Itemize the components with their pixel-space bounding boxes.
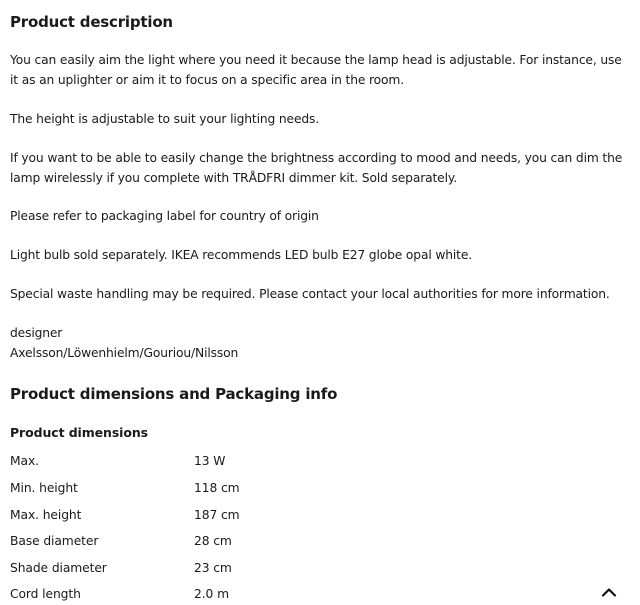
dimension-row <box>10 451 410 471</box>
dimensions-heading: Product dimensions and Packaging info <box>10 385 338 403</box>
dimension-label: Max. height <box>10 508 82 522</box>
dimension-value: 2.0 m <box>194 587 229 601</box>
dimension-label: Cord length <box>10 587 81 601</box>
dimension-value: 23 cm <box>194 561 232 575</box>
dimension-row <box>10 505 410 525</box>
product-dimensions-subheading: Product dimensions <box>10 425 148 440</box>
description-paragraph: Special waste handling may be required. Please contact your local authorities for more information. <box>10 287 610 301</box>
dimension-row <box>10 558 410 578</box>
description-paragraph: Please refer to packaging label for country of origin <box>10 209 319 223</box>
dimension-row <box>10 584 410 604</box>
description-paragraph: The height is adjustable to suit your lighting needs. <box>10 112 320 126</box>
dimension-label: Min. height <box>10 481 78 495</box>
description-paragraph: Light bulb sold separately. IKEA recommends LED bulb E27 globe opal white. <box>10 248 473 262</box>
dimension-value: 118 cm <box>194 481 240 495</box>
designer-name: Axelsson/Löwenhielm/Gouriou/Nilsson <box>10 346 239 360</box>
dimension-label: Base diameter <box>10 534 99 548</box>
product-description-heading: Product description <box>10 13 173 31</box>
chevron-up-icon <box>601 587 617 597</box>
collapse-dimensions-button[interactable] <box>597 582 621 602</box>
description-paragraph: If you want to be able to easily change the brightness according to mood and needs, you can dim the lamp wirelessly if you complete with TRÅDFRI dimmer kit. Sold separately. <box>10 151 623 185</box>
dimension-value: 28 cm <box>194 534 232 548</box>
dimension-label: Max. <box>10 454 39 468</box>
dimension-row <box>10 531 410 551</box>
dimension-row <box>10 478 410 498</box>
dimension-label: Shade diameter <box>10 561 107 575</box>
dimension-value: 187 cm <box>194 508 240 522</box>
description-paragraph: You can easily aim the light where you need it because the lamp head is adjustable. For instance, use it as an uplighter or aim it to focus on a specific area in the room. <box>10 53 622 87</box>
designer-label: designer <box>10 326 63 340</box>
dimension-value: 13 W <box>194 454 226 468</box>
